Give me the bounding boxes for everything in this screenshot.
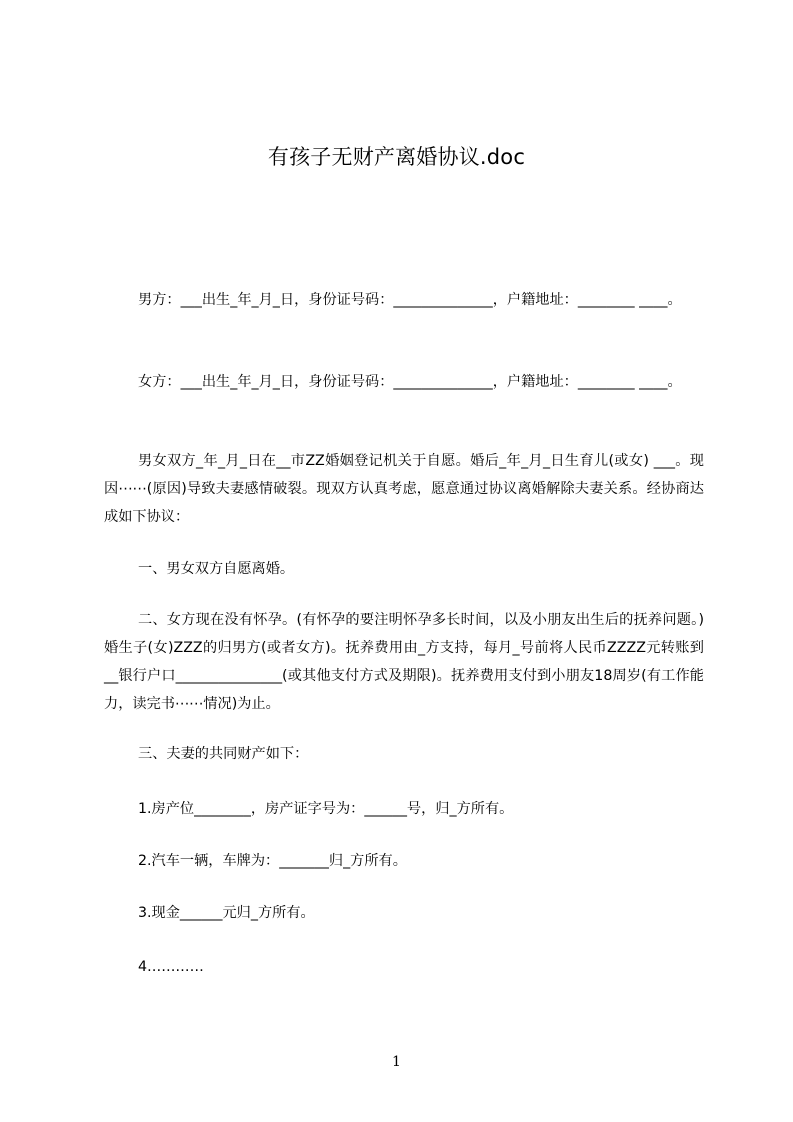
property-item-1: 1.房产位________，房产证字号为：______号，归_方所有。 xyxy=(138,801,514,817)
property-item-2: 2.汽车一辆，车牌为：_______归_方所有。 xyxy=(138,853,407,869)
female-party-paragraph: 女方：___出生_年_月_日，身份证号码：______________，户籍地址：________ ____。 xyxy=(138,374,682,390)
property-item-3: 3.现金______元归_方所有。 xyxy=(138,905,315,921)
clause-2-paragraph: 二、女方现在没有怀孕。(有怀孕的要注明怀孕多长时间，以及小朋友出生后的抚养问题。)婚生子(女)ZZZ的归男方(或者女方)。抚养费用由_方支持，每月_号前将人民币ZZZZ元转账到__银行户口_______________(或其他支付方式及期限)。抚养费用支付到小朋友18周岁(有工作能力，读完书⋯⋯情况)为止。 xyxy=(104,612,704,712)
page-number: 1 xyxy=(392,1054,401,1070)
document-title: 有孩子无财产离婚协议.doc xyxy=(267,145,526,169)
intro-paragraph: 男女双方_年_月_日在__市ZZ婚姻登记机关于自愿。婚后_年_月_日生育儿(或女) ___。现因⋯⋯(原因)导致夫妻感情破裂。现双方认真考虑，愿意通过协议离婚解除夫妻关系。经协商达成如下协议： xyxy=(104,453,704,525)
clause-3-paragraph: 三、夫妻的共同财产如下： xyxy=(138,746,309,762)
male-party-paragraph: 男方：___出生_年_月_日，身份证号码：______________，户籍地址：________ ____。 xyxy=(138,292,682,308)
clause-1-paragraph: 一、男女双方自愿离婚。 xyxy=(138,561,295,577)
property-item-4: 4………… xyxy=(138,959,204,975)
